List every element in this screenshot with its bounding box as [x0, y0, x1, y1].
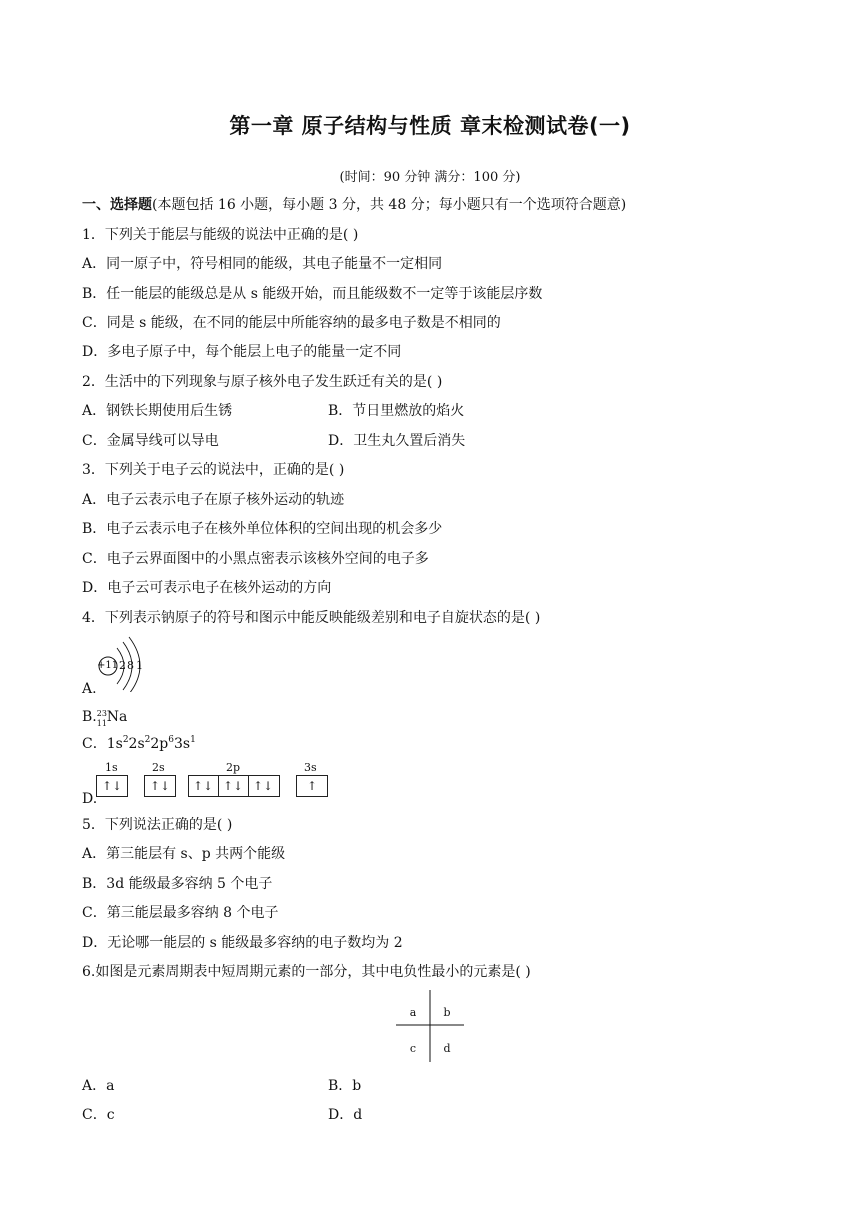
- q1-option-d: D．多电子原子中，每个能层上电子的能量一定不同: [82, 344, 402, 360]
- q5-stem: 5．下列说法正确的是( ): [82, 817, 233, 833]
- q4-option-c: [82, 735, 196, 753]
- q2-option-c: C．金属导线可以导电: [82, 433, 219, 449]
- shell-electrons-2: 8: [127, 659, 134, 672]
- subshell-2s-count: 2: [144, 735, 151, 745]
- q1-option-b: B．任一能层的能级总是从 s 能级开始，而且能级数不一定等于该能层序数: [82, 286, 543, 302]
- element-d: d: [443, 1042, 451, 1055]
- shell-electrons-3: 1: [136, 659, 143, 672]
- nuclide-indices: [97, 708, 107, 726]
- q3-stem: 3．下列关于电子云的说法中，正确的是( ): [82, 462, 345, 478]
- subshell-2p-label: 2p: [150, 736, 169, 752]
- orbital-label-3s: 3s: [304, 761, 317, 774]
- arrows-3s: ↑: [306, 779, 318, 793]
- element-c: c: [409, 1042, 417, 1055]
- q4-option-b-label: B.: [82, 709, 97, 725]
- q6-option-a: A．a: [82, 1078, 115, 1094]
- subshell-1s: [107, 736, 129, 752]
- q2-stem: 2．生活中的下列现象与原子核外电子发生跃迁有关的是( ): [82, 374, 443, 390]
- orbital-divider: [218, 776, 219, 796]
- orbital-label-2p: 2p: [226, 761, 241, 774]
- q3-option-a: A．电子云表示电子在原子核外运动的轨迹: [82, 492, 345, 508]
- shell-electrons-1: 2: [119, 659, 126, 672]
- subshell-3s-label: 3s: [173, 736, 191, 752]
- q1-option-a: A．同一原子中，符号相同的能级，其电子能量不一定相同: [82, 256, 443, 272]
- element-b: b: [443, 1006, 451, 1019]
- q6-option-d: D．d: [328, 1107, 363, 1123]
- q2-option-d: D．卫生丸久置后消失: [328, 433, 466, 449]
- subshell-2s-label: 2s: [128, 736, 145, 752]
- orbital-box-2s: [144, 775, 176, 797]
- q1-option-c: C．同是 s 能级，在不同的能层中所能容纳的最多电子数是不相同的: [82, 315, 501, 331]
- exam-time-score: (时间：90 分钟 满分：100 分): [339, 170, 521, 185]
- arrows-2p-2: ↑↓: [222, 779, 244, 793]
- element-a: a: [409, 1006, 417, 1019]
- periodic-table-fragment: [396, 990, 464, 1062]
- q6-option-c: C．c: [82, 1107, 115, 1123]
- arrows-2p-3: ↑↓: [252, 779, 274, 793]
- arrows-2p-1: ↑↓: [192, 779, 214, 793]
- subshell-2s: [129, 736, 151, 752]
- subshell-2p-count: 6: [168, 735, 174, 745]
- subshell-1s-count: 2: [122, 735, 129, 745]
- subshell-2p: [150, 736, 174, 752]
- q4-option-c-label: C．: [82, 736, 107, 752]
- q2-option-a: A．钢铁长期使用后生锈: [82, 403, 233, 419]
- section-heading: [82, 196, 626, 214]
- q2-option-b: B．节日里燃放的焰火: [328, 403, 465, 419]
- atomic-number: 11: [96, 719, 107, 728]
- section-note: (本题包括 16 小题，每小题 3 分，共 48 分；每小题只有一个选项符合题意): [152, 197, 627, 213]
- q5-option-c: C．第三能层最多容纳 8 个电子: [82, 905, 279, 921]
- q4-option-a-label: A.: [82, 681, 97, 697]
- q4-option-d-label: D.: [82, 791, 98, 807]
- q5-option-a: A．第三能层有 s、p 共两个能级: [82, 846, 286, 862]
- section-title: 一、选择题: [82, 197, 152, 213]
- orbital-label-2s: 2s: [152, 761, 165, 774]
- subshell-1s-label: 1s: [106, 736, 123, 752]
- orbital-box-3s: [296, 775, 328, 797]
- q5-option-b: B．3d 能级最多容纳 5 个电子: [82, 876, 273, 892]
- orbital-label-1s: 1s: [105, 761, 118, 774]
- arrows-2s: ↑↓: [149, 779, 171, 793]
- orbital-box-2p: [188, 775, 280, 797]
- element-symbol: Na: [106, 709, 128, 725]
- mass-number: 23: [96, 709, 107, 718]
- arrows-1s: ↑↓: [101, 779, 123, 793]
- subshell-3s: [174, 736, 196, 752]
- q3-option-c: C．电子云界面图中的小黑点密表示该核外空间的电子多: [82, 551, 429, 567]
- q5-option-d: D．无论哪一能层的 s 能级最多容纳的电子数均为 2: [82, 935, 403, 951]
- q6-option-b: B．b: [328, 1078, 362, 1094]
- q6-stem: 6.如图是元素周期表中短周期元素的一部分，其中电负性最小的元素是( ): [82, 964, 531, 980]
- q4-option-b: [82, 708, 127, 726]
- page-title: 第一章 原子结构与性质 章末检测试卷(一): [229, 114, 631, 138]
- subshell-3s-count: 1: [190, 735, 196, 745]
- q4-stem: 4．下列表示钠原子的符号和图示中能反映能级差别和电子自旋状态的是( ): [82, 610, 541, 626]
- orbital-diagram: [94, 762, 334, 802]
- orbital-box-1s: [96, 775, 128, 797]
- q1-stem: 1．下列关于能层与能级的说法中正确的是( ): [82, 227, 359, 243]
- q3-option-d: D．电子云可表示电子在核外运动的方向: [82, 580, 332, 596]
- nucleus-charge: +11: [97, 660, 119, 671]
- q3-option-b: B．电子云表示电子在核外单位体积的空间出现的机会多少: [82, 521, 443, 537]
- orbital-divider: [248, 776, 249, 796]
- atom-structure-diagram: [95, 634, 155, 692]
